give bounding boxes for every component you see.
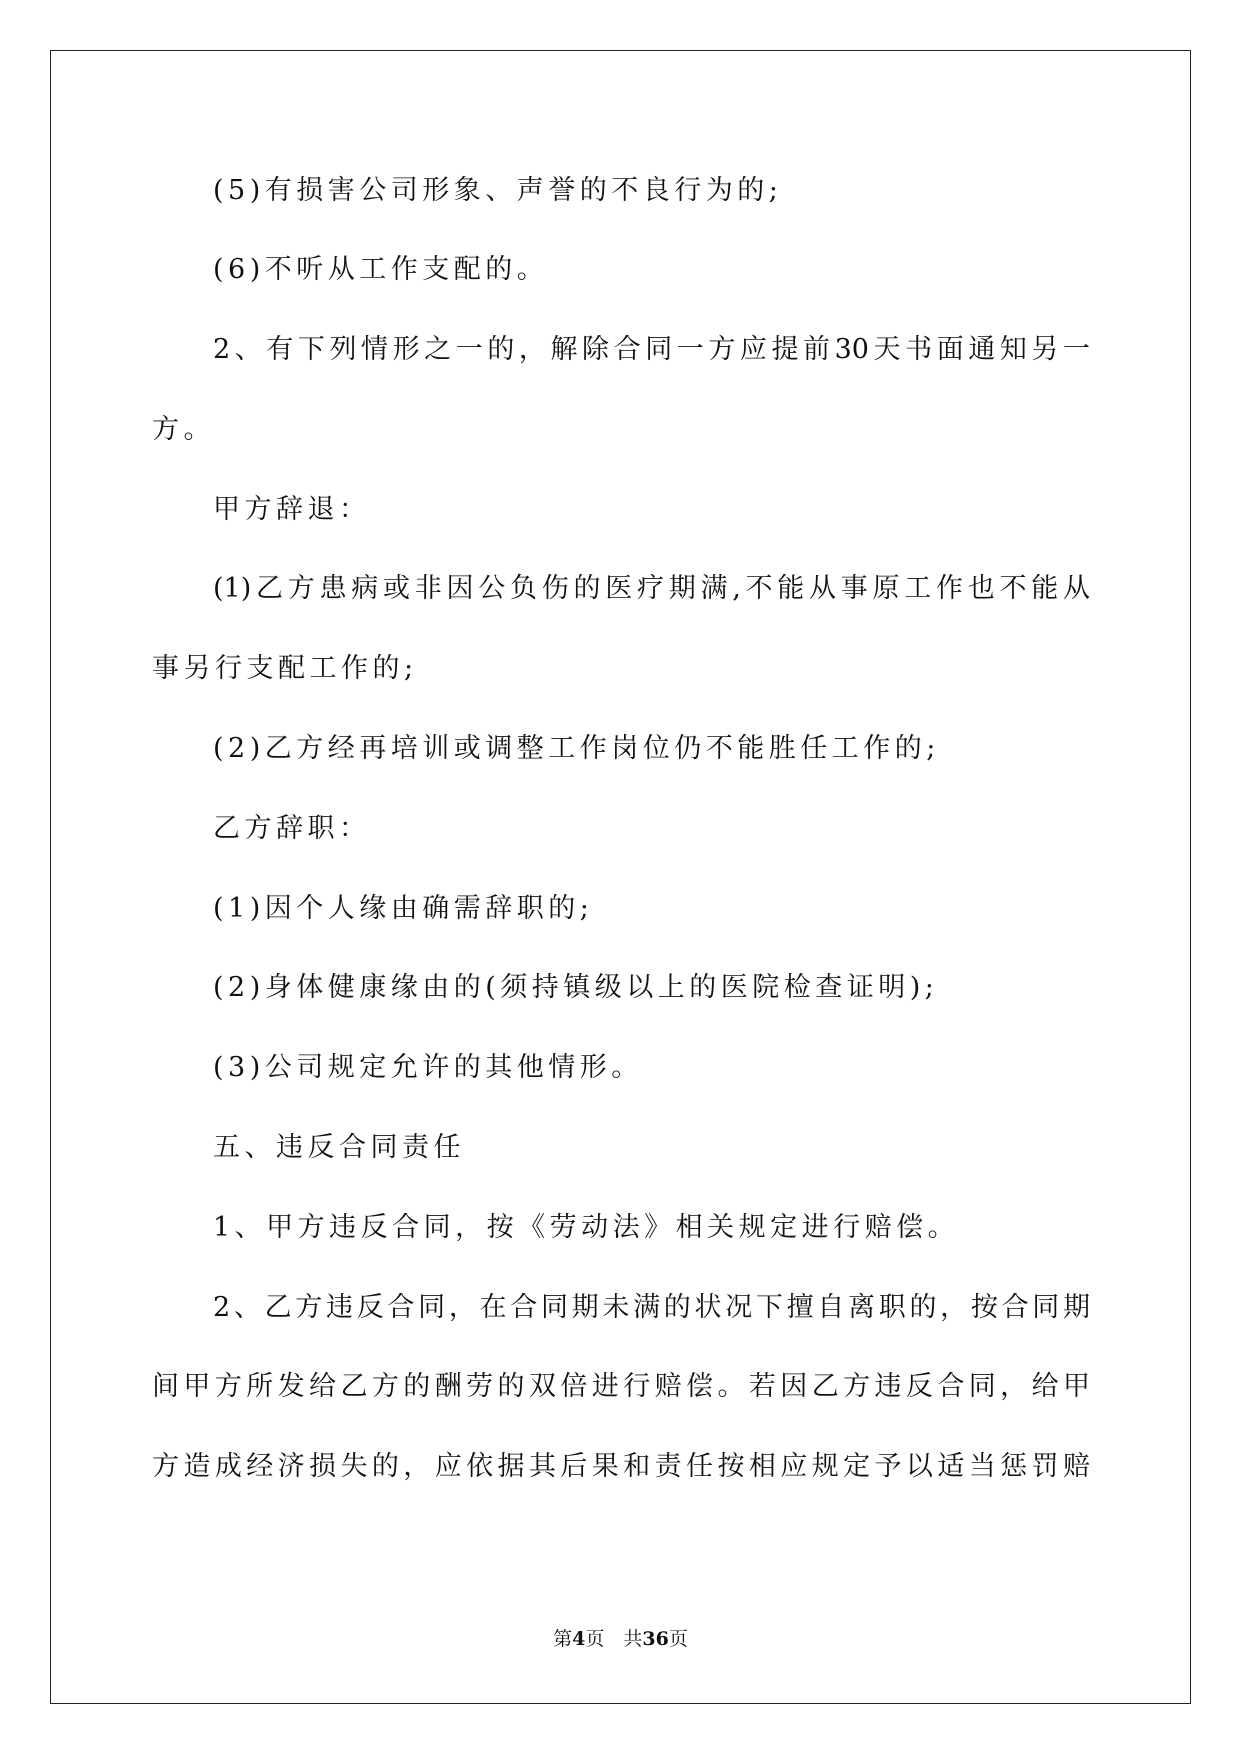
page-footer (0, 1627, 1241, 1651)
text-line: 方。 (152, 414, 215, 445)
text-line: 事另行支配工作的; (152, 653, 418, 684)
text-line: 1、甲方违反合同，按《劳动法》相关规定进行赔偿。 (213, 1212, 960, 1243)
total-page-number: 36 (642, 1628, 669, 1650)
text-line: 方造成经济损失的，应依据其后果和责任按相应规定予以适当惩罚赔 (152, 1451, 1090, 1482)
text-line: 2、乙方违反合同，在合同期未满的状况下擅自离职的，按合同期 (213, 1292, 1090, 1323)
text-line: (2)身体健康缘由的(须持镇级以上的医院检查证明); (213, 972, 939, 1003)
current-page-number: 4 (572, 1628, 586, 1650)
footer-middle: 页 共 (585, 1628, 643, 1650)
footer-prefix: 第 (553, 1628, 573, 1650)
text-line: 2、有下列情形之一的，解除合同一方应提前30天书面通知另一 (213, 334, 1090, 365)
text-line: (6)不听从工作支配的。 (213, 254, 549, 285)
text-line: 间甲方所发给乙方的酬劳的双倍进行赔偿。若因乙方违反合同，给甲 (152, 1371, 1090, 1402)
footer-suffix: 页 (668, 1628, 688, 1650)
text-line: (2)乙方经再培训或调整工作岗位仍不能胜任工作的; (213, 733, 940, 764)
text-line: 甲方辞退： (213, 494, 371, 525)
text-line: (1)乙方患病或非因公负伤的医疗期满,不能从事原工作也不能从 (213, 573, 1090, 604)
text-line: (1)因个人缘由确需辞职的; (213, 893, 594, 924)
text-line: (3)公司规定允许的其他情形。 (213, 1052, 643, 1083)
text-line: (5)有损害公司形象、声誉的不良行为的; (213, 175, 783, 206)
section-heading: 五、违反合同责任 (213, 1132, 465, 1163)
text-line: 乙方辞职： (213, 813, 371, 844)
